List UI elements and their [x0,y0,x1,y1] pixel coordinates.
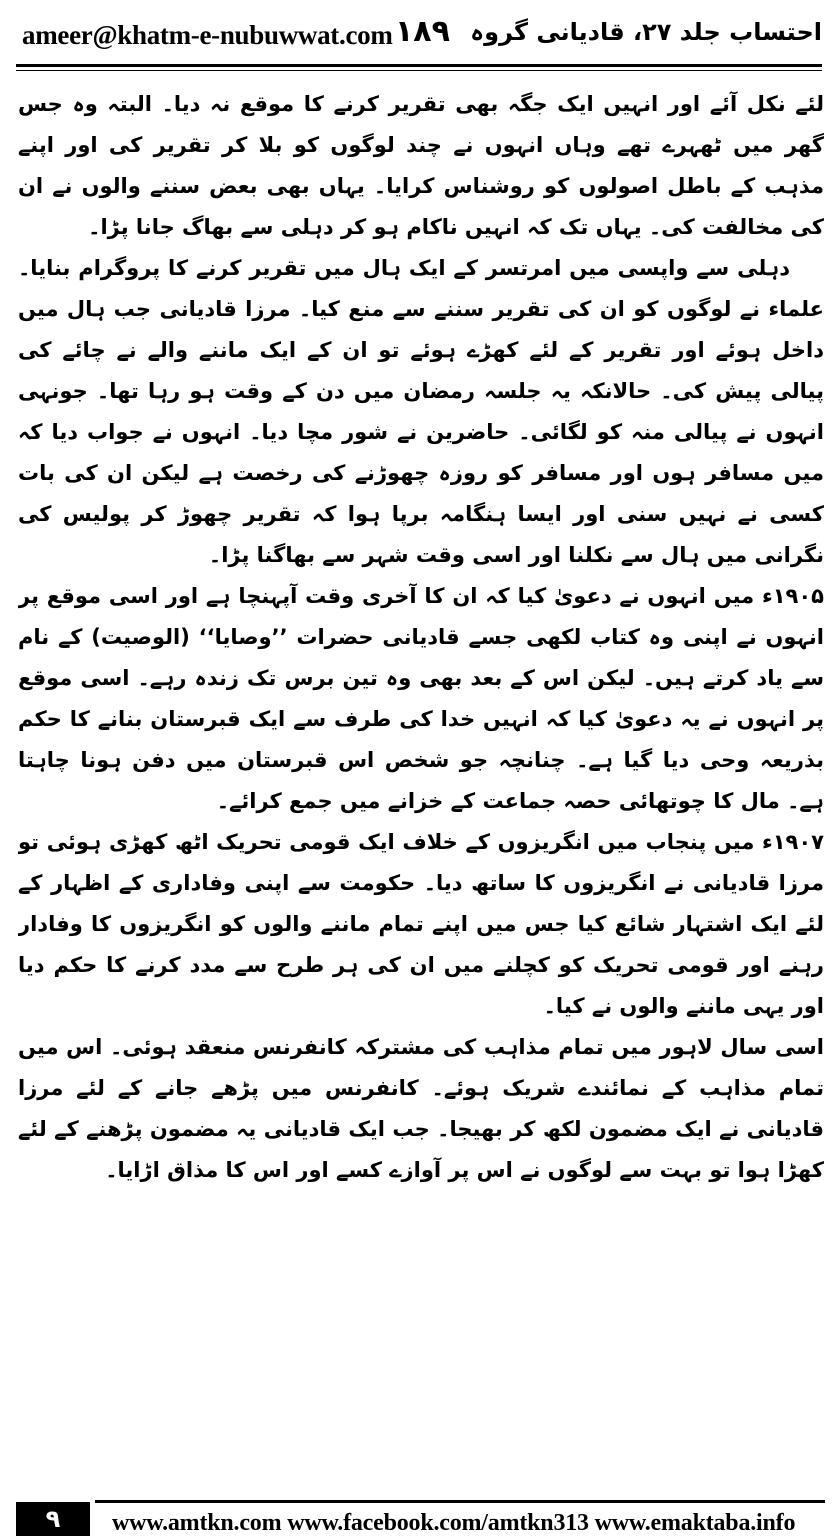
page-header [0,0,840,70]
header-email: ameer@khatm-e-nubuwwat.com [22,20,393,50]
page-footer [0,1496,840,1540]
paragraph: ۱۹۰۷ء میں پنجاب میں انگریزوں کے خلاف ایک قومی تحریک اٹھ کھڑی ہوئی تو مرزا قادیانی نے انگریزوں کا ساتھ دیا۔ حکومت سے اپنی وفاداری کے اظہار کے لئے ایک اشتہار شائع کیا جس میں اپنے تمام ماننے والوں کو انگریزوں کا وفادار رہنے اور قومی تحریک کو کچلنے میں ان کی ہر طرح سے مدد کرنے کا حکم دیا اور یہی ماننے والوں نے کیا۔ [18,830,824,1018]
header-rule-thin [16,70,822,71]
paragraph: لئے نکل آئے اور انہیں ایک جگہ بھی تقریر کرنے کا موقع نہ دیا۔ البتہ وہ جس گھر میں ٹھہرے تھے وہاں انہوں نے چند لوگوں کو بلا کر تقریر کی اور اپنے مذہب کے باطل اصولوں کو روشناس کرایا۔ یہاں بھی بعض سننے والوں نے ان کی مخالفت کی۔ یہاں تک کہ انہیں ناکام ہو کر دہلی سے بھاگ جانا پڑا۔ [18,92,824,239]
header-rule [16,64,822,67]
paragraph: ۱۹۰۵ء میں انہوں نے دعویٰ کیا کہ ان کا آخری وقت آپہنچا ہے اور اسی موقع پر انہوں نے اپنی وہ کتاب لکھی جسے قادیانی حضرات ’’وصایا‘‘ (الوصیت) کے نام سے یاد کرتے ہیں۔ لیکن اس کے بعد بھی وہ تین برس تک زندہ رہے۔ اسی موقع پر انہوں نے یہ دعویٰ کیا کہ انہیں خدا کی طرف سے ایک قبرستان بنانے کا حکم بذریعہ وحی دیا گیا ہے۔ چنانچہ جو شخص اس قبرستان میں دفن ہونا چاہتا ہے۔ مال کا چوتھائی حصہ جماعت کے خزانے میں جمع کرائے۔ [18,584,824,813]
footer-rule [95,1500,825,1503]
footer-page-badge: ۹ [16,1502,90,1536]
body-text [18,84,824,1474]
header-book-title: احتساب جلد ۲۷، قادیانی گروہ [470,18,822,46]
header-page-number: ۱۸۹ [395,14,450,49]
footer-links: www.amtkn.com www.facebook.com/amtkn313 www.emaktaba.info [112,1510,796,1536]
paragraph: دہلی سے واپسی میں امرتسر کے ایک ہال میں تقریر کرنے کا پروگرام بنایا۔ علماء نے لوگوں کو ان کی تقریر سننے سے منع کیا۔ مرزا قادیانی جب ہال میں داخل ہوئے اور تقریر کے لئے کھڑے ہوئے تو ان کے ایک ماننے والے نے چائے کی پیالی پیش کی۔ حالانکہ یہ جلسہ رمضان میں دن کے وقت ہو رہا تھا۔ جونہی انہوں نے پیالی منہ کو لگائی۔ حاضرین نے شور مچا دیا۔ انہوں نے جواب دیا کہ میں مسافر ہوں اور مسافر کو روزہ چھوڑنے کی رخصت ہے لیکن ان کی بات کسی نے نہیں سنی اور ایسا ہنگامہ برپا ہوا کہ تقریر چھوڑ کر پولیس کی نگرانی میں ہال سے نکلنا اور اسی وقت شہر سے بھاگنا پڑا۔ [18,256,824,567]
paragraph: اسی سال لاہور میں تمام مذاہب کی مشترکہ کانفرنس منعقد ہوئی۔ اس میں تمام مذاہب کے نمائندے شریک ہوئے۔ کانفرنس میں پڑھے جانے کے لئے مرزا قادیانی نے ایک مضمون لکھ کر بھیجا۔ جب ایک قادیانی یہ مضمون پڑھنے کے لئے کھڑا ہوا تو بہت سے لوگوں نے اس پر آوازے کسے اور اس کا مذاق اڑایا۔ [18,1035,824,1182]
